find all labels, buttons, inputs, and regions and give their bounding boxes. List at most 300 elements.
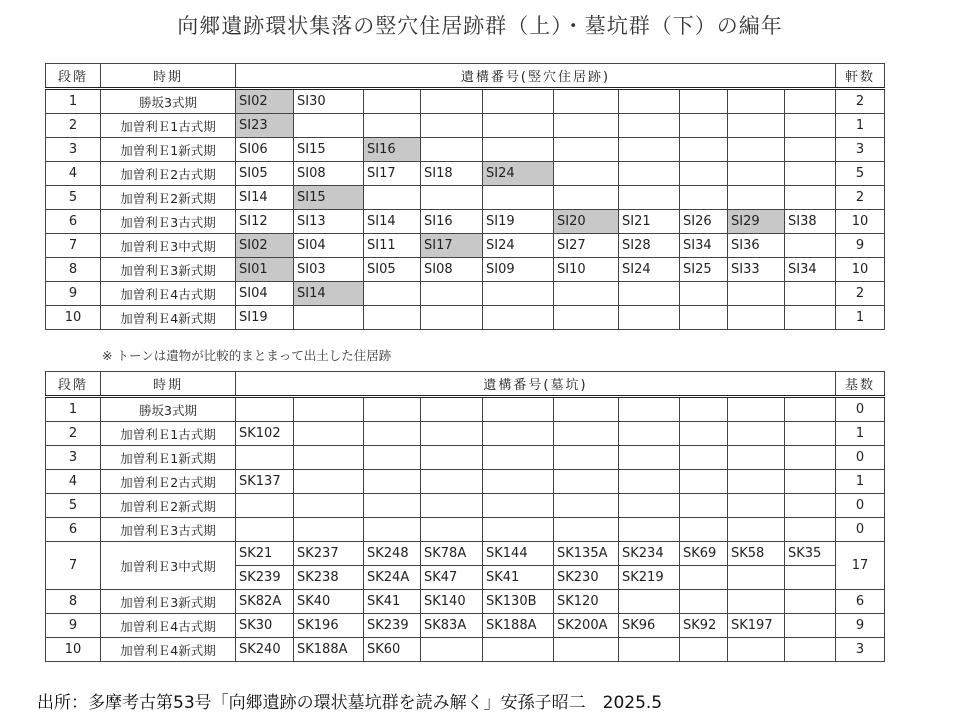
period-cell: 加曽利Ｅ4新式期 bbox=[101, 306, 236, 330]
count-cell: 6 bbox=[836, 590, 885, 614]
feature-id-cell bbox=[619, 162, 680, 186]
feature-id-cell: SI34 bbox=[785, 258, 836, 282]
feature-id-cell: SK120 bbox=[554, 590, 619, 614]
feature-id-cell: SK240 bbox=[236, 638, 294, 662]
feature-id-cell bbox=[364, 422, 421, 446]
feature-id-cell bbox=[364, 114, 421, 138]
table-row bbox=[46, 397, 885, 422]
period-header: 時期 bbox=[101, 64, 236, 89]
feature-id-cell bbox=[728, 162, 785, 186]
count-cell: 3 bbox=[836, 138, 885, 162]
feature-id-cell bbox=[554, 638, 619, 662]
count-cell: 17 bbox=[836, 542, 885, 590]
feature-id-cell bbox=[785, 306, 836, 330]
feature-id-cell bbox=[619, 114, 680, 138]
feature-id-cell bbox=[421, 186, 483, 210]
feature-id-cell bbox=[483, 518, 554, 542]
feature-id-cell: SI11 bbox=[364, 234, 421, 258]
feature-id-cell bbox=[483, 638, 554, 662]
feature-id-cell bbox=[364, 306, 421, 330]
feature-id-cell: SI29 bbox=[728, 210, 785, 234]
feature-id-cell: SI14 bbox=[294, 282, 364, 306]
feature-id-cell bbox=[421, 494, 483, 518]
period-cell: 加曽利Ｅ2新式期 bbox=[101, 186, 236, 210]
period-cell: 加曽利Ｅ2古式期 bbox=[101, 470, 236, 494]
feature-id-cell bbox=[483, 306, 554, 330]
feature-id-cell bbox=[294, 422, 364, 446]
feature-id-cell bbox=[554, 446, 619, 470]
stage-cell: 3 bbox=[46, 446, 101, 470]
feature-id-cell bbox=[364, 89, 421, 114]
feature-id-cell bbox=[785, 114, 836, 138]
feature-id-cell bbox=[483, 446, 554, 470]
feature-id-cell bbox=[728, 470, 785, 494]
feature-id-cell: SK239 bbox=[364, 614, 421, 638]
period-cell: 勝坂3式期 bbox=[101, 89, 236, 114]
feature-id-cell bbox=[680, 89, 728, 114]
feature-id-cell bbox=[680, 446, 728, 470]
feature-id-cell bbox=[421, 114, 483, 138]
feature-id-cell: SI15 bbox=[294, 138, 364, 162]
feature-id-cell bbox=[364, 282, 421, 306]
table-row bbox=[46, 638, 885, 662]
feature-id-cell bbox=[554, 494, 619, 518]
feature-id-cell bbox=[785, 446, 836, 470]
feature-id-cell: SI20 bbox=[554, 210, 619, 234]
stage-cell: 5 bbox=[46, 186, 101, 210]
feature-id-cell bbox=[785, 494, 836, 518]
stage-cell: 3 bbox=[46, 138, 101, 162]
feature-id-cell bbox=[421, 518, 483, 542]
count-cell: 0 bbox=[836, 446, 885, 470]
feature-id-cell bbox=[680, 138, 728, 162]
feature-id-cell bbox=[364, 494, 421, 518]
feature-id-cell bbox=[294, 494, 364, 518]
feature-id-cell bbox=[236, 518, 294, 542]
feature-id-cell bbox=[785, 89, 836, 114]
feature-id-cell bbox=[728, 590, 785, 614]
feature-id-cell: SI25 bbox=[680, 258, 728, 282]
feature-id-cell bbox=[680, 470, 728, 494]
feature-id-cell bbox=[785, 282, 836, 306]
count-cell: 10 bbox=[836, 210, 885, 234]
feature-id-cell bbox=[619, 494, 680, 518]
feature-id-header: 遺構番号(墓坑) bbox=[236, 372, 836, 397]
feature-id-cell bbox=[785, 614, 836, 638]
feature-id-cell: SI15 bbox=[294, 186, 364, 210]
feature-id-cell bbox=[785, 590, 836, 614]
feature-id-cell bbox=[294, 470, 364, 494]
period-cell: 加曽利Ｅ2新式期 bbox=[101, 494, 236, 518]
feature-id-cell bbox=[483, 186, 554, 210]
feature-id-cell: SK69 bbox=[680, 542, 728, 566]
feature-id-cell: SK135A bbox=[554, 542, 619, 566]
feature-id-cell bbox=[554, 422, 619, 446]
feature-id-cell bbox=[421, 446, 483, 470]
feature-id-cell bbox=[619, 638, 680, 662]
table-row bbox=[46, 590, 885, 614]
feature-id-cell bbox=[785, 638, 836, 662]
table-row bbox=[46, 186, 885, 210]
table-row bbox=[46, 89, 885, 114]
feature-id-cell: SI17 bbox=[364, 162, 421, 186]
feature-id-cell: SI10 bbox=[554, 258, 619, 282]
feature-id-cell: SI36 bbox=[728, 234, 785, 258]
feature-id-cell bbox=[483, 422, 554, 446]
feature-id-cell bbox=[364, 470, 421, 494]
stage-cell: 6 bbox=[46, 210, 101, 234]
feature-id-cell: SI24 bbox=[483, 234, 554, 258]
feature-id-cell: SK92 bbox=[680, 614, 728, 638]
feature-id-cell: SI16 bbox=[421, 210, 483, 234]
feature-id-cell: SI01 bbox=[236, 258, 294, 282]
table-row bbox=[46, 114, 885, 138]
count-header: 基数 bbox=[836, 372, 885, 397]
feature-id-cell bbox=[619, 590, 680, 614]
feature-id-cell: SI23 bbox=[236, 114, 294, 138]
feature-id-cell: SK219 bbox=[619, 566, 680, 590]
feature-id-cell: SK197 bbox=[728, 614, 785, 638]
count-cell: 2 bbox=[836, 186, 885, 210]
feature-id-cell bbox=[680, 566, 728, 590]
feature-id-cell: SK196 bbox=[294, 614, 364, 638]
feature-id-cell bbox=[680, 638, 728, 662]
table-row bbox=[46, 210, 885, 234]
feature-id-cell: SI19 bbox=[483, 210, 554, 234]
feature-id-cell bbox=[619, 282, 680, 306]
dwelling-chronology-table bbox=[45, 63, 885, 330]
feature-id-cell: SK24A bbox=[364, 566, 421, 590]
stage-cell: 4 bbox=[46, 470, 101, 494]
stage-cell: 5 bbox=[46, 494, 101, 518]
stage-cell: 10 bbox=[46, 638, 101, 662]
feature-id-cell: SI24 bbox=[619, 258, 680, 282]
feature-id-cell: SK130B bbox=[483, 590, 554, 614]
feature-id-cell bbox=[728, 282, 785, 306]
feature-id-cell bbox=[728, 494, 785, 518]
feature-id-cell bbox=[680, 114, 728, 138]
feature-id-cell: SI05 bbox=[236, 162, 294, 186]
feature-id-cell bbox=[294, 397, 364, 422]
feature-id-cell: SI04 bbox=[236, 282, 294, 306]
feature-id-cell: SK230 bbox=[554, 566, 619, 590]
feature-id-cell: SI28 bbox=[619, 234, 680, 258]
period-cell: 加曽利Ｅ1新式期 bbox=[101, 138, 236, 162]
feature-id-cell: SI08 bbox=[294, 162, 364, 186]
feature-id-cell bbox=[421, 397, 483, 422]
stage-cell: 9 bbox=[46, 614, 101, 638]
feature-id-cell: SK83A bbox=[421, 614, 483, 638]
feature-id-cell bbox=[680, 282, 728, 306]
stage-cell: 7 bbox=[46, 234, 101, 258]
feature-id-cell bbox=[619, 89, 680, 114]
feature-id-cell bbox=[554, 162, 619, 186]
feature-id-cell: SI38 bbox=[785, 210, 836, 234]
period-cell: 加曽利Ｅ4古式期 bbox=[101, 282, 236, 306]
count-cell: 0 bbox=[836, 494, 885, 518]
feature-id-cell: SI08 bbox=[421, 258, 483, 282]
feature-id-cell: SK200A bbox=[554, 614, 619, 638]
table-row bbox=[46, 138, 885, 162]
feature-id-cell bbox=[619, 518, 680, 542]
feature-id-cell bbox=[421, 638, 483, 662]
feature-id-cell: SI14 bbox=[236, 186, 294, 210]
feature-id-cell: SI18 bbox=[421, 162, 483, 186]
feature-id-cell: SK188A bbox=[294, 638, 364, 662]
period-cell: 加曽利Ｅ3古式期 bbox=[101, 518, 236, 542]
feature-id-cell: SI09 bbox=[483, 258, 554, 282]
feature-id-cell: SK40 bbox=[294, 590, 364, 614]
period-cell: 加曽利Ｅ3中式期 bbox=[101, 234, 236, 258]
feature-id-cell: SK41 bbox=[483, 566, 554, 590]
feature-id-cell bbox=[728, 306, 785, 330]
feature-id-cell: SK238 bbox=[294, 566, 364, 590]
stage-cell: 6 bbox=[46, 518, 101, 542]
feature-id-cell: SK248 bbox=[364, 542, 421, 566]
count-cell: 3 bbox=[836, 638, 885, 662]
period-cell: 加曽利Ｅ2古式期 bbox=[101, 162, 236, 186]
feature-id-cell: SI33 bbox=[728, 258, 785, 282]
feature-id-cell bbox=[483, 494, 554, 518]
feature-id-cell bbox=[680, 518, 728, 542]
period-cell: 加曽利Ｅ1新式期 bbox=[101, 446, 236, 470]
feature-id-cell: SK237 bbox=[294, 542, 364, 566]
period-cell: 勝坂3式期 bbox=[101, 397, 236, 422]
feature-id-cell: SI04 bbox=[294, 234, 364, 258]
feature-id-cell bbox=[785, 470, 836, 494]
stage-cell: 1 bbox=[46, 89, 101, 114]
feature-id-cell bbox=[619, 446, 680, 470]
feature-id-cell bbox=[554, 282, 619, 306]
feature-id-cell: SI14 bbox=[364, 210, 421, 234]
count-cell: 9 bbox=[836, 234, 885, 258]
feature-id-cell bbox=[728, 518, 785, 542]
feature-id-cell bbox=[294, 518, 364, 542]
stage-header: 段階 bbox=[46, 64, 101, 89]
feature-id-cell bbox=[236, 397, 294, 422]
feature-id-cell: SI27 bbox=[554, 234, 619, 258]
feature-id-cell bbox=[728, 566, 785, 590]
feature-id-cell bbox=[554, 138, 619, 162]
feature-id-cell bbox=[554, 306, 619, 330]
feature-id-cell bbox=[294, 114, 364, 138]
feature-id-cell: SK58 bbox=[728, 542, 785, 566]
table-row bbox=[46, 470, 885, 494]
feature-id-cell bbox=[785, 397, 836, 422]
table-row bbox=[46, 234, 885, 258]
feature-id-cell: SK30 bbox=[236, 614, 294, 638]
feature-id-cell: SI34 bbox=[680, 234, 728, 258]
feature-id-cell bbox=[619, 470, 680, 494]
feature-id-cell bbox=[680, 186, 728, 210]
source-citation: 出所：多摩考古第53号「向郷遺跡の環状墓坑群を読み解く」安孫子昭二 2025.5 bbox=[37, 693, 663, 713]
stage-cell: 4 bbox=[46, 162, 101, 186]
pit-chronology-table bbox=[45, 371, 885, 662]
table-row bbox=[46, 614, 885, 638]
feature-id-cell bbox=[294, 306, 364, 330]
stage-cell: 2 bbox=[46, 422, 101, 446]
feature-id-cell bbox=[785, 162, 836, 186]
feature-id-cell bbox=[785, 566, 836, 590]
feature-id-cell bbox=[680, 397, 728, 422]
feature-id-cell bbox=[554, 114, 619, 138]
feature-id-cell bbox=[619, 397, 680, 422]
period-cell: 加曽利Ｅ3中式期 bbox=[101, 542, 236, 590]
feature-id-cell bbox=[680, 162, 728, 186]
count-cell: 1 bbox=[836, 470, 885, 494]
count-cell: 2 bbox=[836, 282, 885, 306]
feature-id-cell bbox=[236, 494, 294, 518]
feature-id-cell bbox=[619, 306, 680, 330]
feature-id-cell: SK82A bbox=[236, 590, 294, 614]
stage-cell: 2 bbox=[46, 114, 101, 138]
feature-id-cell bbox=[554, 470, 619, 494]
feature-id-cell bbox=[728, 138, 785, 162]
feature-id-cell: SI21 bbox=[619, 210, 680, 234]
count-cell: 1 bbox=[836, 422, 885, 446]
feature-id-cell bbox=[728, 446, 785, 470]
feature-id-cell bbox=[483, 89, 554, 114]
table-row bbox=[46, 446, 885, 470]
feature-id-cell bbox=[785, 518, 836, 542]
feature-id-cell bbox=[421, 306, 483, 330]
period-cell: 加曽利Ｅ4新式期 bbox=[101, 638, 236, 662]
feature-id-cell: SI02 bbox=[236, 234, 294, 258]
feature-id-cell: SK35 bbox=[785, 542, 836, 566]
count-cell: 0 bbox=[836, 518, 885, 542]
feature-id-cell: SI12 bbox=[236, 210, 294, 234]
feature-id-cell bbox=[294, 446, 364, 470]
feature-id-header: 遺構番号(竪穴住居跡) bbox=[236, 64, 836, 89]
table-row bbox=[46, 258, 885, 282]
feature-id-cell: SK144 bbox=[483, 542, 554, 566]
feature-id-cell: SI13 bbox=[294, 210, 364, 234]
count-cell: 2 bbox=[836, 89, 885, 114]
feature-id-cell bbox=[680, 306, 728, 330]
feature-id-cell bbox=[364, 518, 421, 542]
feature-id-cell bbox=[421, 422, 483, 446]
feature-id-cell bbox=[483, 114, 554, 138]
shading-note: ※ トーンは遺物が比較的まとまって出土した住居跡 bbox=[102, 348, 392, 363]
period-cell: 加曽利Ｅ4古式期 bbox=[101, 614, 236, 638]
stage-cell: 8 bbox=[46, 258, 101, 282]
stage-cell: 7 bbox=[46, 542, 101, 590]
stage-cell: 10 bbox=[46, 306, 101, 330]
feature-id-cell bbox=[421, 138, 483, 162]
stage-cell: 8 bbox=[46, 590, 101, 614]
feature-id-cell bbox=[364, 446, 421, 470]
feature-id-cell: SI19 bbox=[236, 306, 294, 330]
stage-header: 段階 bbox=[46, 372, 101, 397]
feature-id-cell bbox=[483, 282, 554, 306]
feature-id-cell bbox=[554, 89, 619, 114]
feature-id-cell: SI24 bbox=[483, 162, 554, 186]
count-cell: 10 bbox=[836, 258, 885, 282]
table-row bbox=[46, 542, 885, 566]
feature-id-cell bbox=[619, 138, 680, 162]
count-cell: 0 bbox=[836, 397, 885, 422]
feature-id-cell bbox=[728, 422, 785, 446]
period-cell: 加曽利Ｅ3新式期 bbox=[101, 258, 236, 282]
count-cell: 1 bbox=[836, 306, 885, 330]
feature-id-cell bbox=[483, 397, 554, 422]
feature-id-cell bbox=[728, 114, 785, 138]
table-row bbox=[46, 494, 885, 518]
feature-id-cell: SI03 bbox=[294, 258, 364, 282]
feature-id-cell: SK47 bbox=[421, 566, 483, 590]
feature-id-cell bbox=[728, 638, 785, 662]
feature-id-cell bbox=[619, 186, 680, 210]
page-title: 向郷遺跡環状集落の竪穴住居跡群（上）・墓坑群（下）の編年 bbox=[177, 14, 783, 38]
feature-id-cell bbox=[619, 422, 680, 446]
feature-id-cell: SK140 bbox=[421, 590, 483, 614]
feature-id-cell bbox=[364, 397, 421, 422]
feature-id-cell: SK188A bbox=[483, 614, 554, 638]
count-cell: 9 bbox=[836, 614, 885, 638]
table-row bbox=[46, 306, 885, 330]
feature-id-cell bbox=[364, 186, 421, 210]
feature-id-cell bbox=[728, 186, 785, 210]
feature-id-cell bbox=[421, 470, 483, 494]
feature-id-cell: SK21 bbox=[236, 542, 294, 566]
feature-id-cell bbox=[785, 422, 836, 446]
feature-id-cell: SI05 bbox=[364, 258, 421, 282]
stage-cell: 9 bbox=[46, 282, 101, 306]
feature-id-cell bbox=[483, 470, 554, 494]
feature-id-cell: SK60 bbox=[364, 638, 421, 662]
table-row bbox=[46, 162, 885, 186]
period-cell: 加曽利Ｅ1古式期 bbox=[101, 422, 236, 446]
feature-id-cell: SI06 bbox=[236, 138, 294, 162]
feature-id-cell bbox=[554, 397, 619, 422]
feature-id-cell: SK137 bbox=[236, 470, 294, 494]
feature-id-cell bbox=[728, 397, 785, 422]
feature-id-cell bbox=[483, 138, 554, 162]
feature-id-cell bbox=[728, 89, 785, 114]
feature-id-cell: SK234 bbox=[619, 542, 680, 566]
count-header: 軒数 bbox=[836, 64, 885, 89]
feature-id-cell: SI16 bbox=[364, 138, 421, 162]
feature-id-cell: SK78A bbox=[421, 542, 483, 566]
feature-id-cell bbox=[680, 494, 728, 518]
feature-id-cell: SK96 bbox=[619, 614, 680, 638]
period-header: 時期 bbox=[101, 372, 236, 397]
feature-id-cell: SI30 bbox=[294, 89, 364, 114]
feature-id-cell: SK239 bbox=[236, 566, 294, 590]
stage-cell: 1 bbox=[46, 397, 101, 422]
period-cell: 加曽利Ｅ1古式期 bbox=[101, 114, 236, 138]
feature-id-cell bbox=[680, 590, 728, 614]
feature-id-cell bbox=[680, 422, 728, 446]
feature-id-cell: SI26 bbox=[680, 210, 728, 234]
feature-id-cell bbox=[785, 186, 836, 210]
table-row bbox=[46, 518, 885, 542]
feature-id-cell: SI17 bbox=[421, 234, 483, 258]
feature-id-cell bbox=[785, 138, 836, 162]
feature-id-cell: SK102 bbox=[236, 422, 294, 446]
count-cell: 1 bbox=[836, 114, 885, 138]
feature-id-cell bbox=[785, 234, 836, 258]
feature-id-cell bbox=[554, 186, 619, 210]
table-row bbox=[46, 282, 885, 306]
feature-id-cell: SI02 bbox=[236, 89, 294, 114]
feature-id-cell bbox=[554, 518, 619, 542]
period-cell: 加曽利Ｅ3新式期 bbox=[101, 590, 236, 614]
feature-id-cell bbox=[421, 89, 483, 114]
feature-id-cell bbox=[421, 282, 483, 306]
table-row bbox=[46, 422, 885, 446]
count-cell: 5 bbox=[836, 162, 885, 186]
